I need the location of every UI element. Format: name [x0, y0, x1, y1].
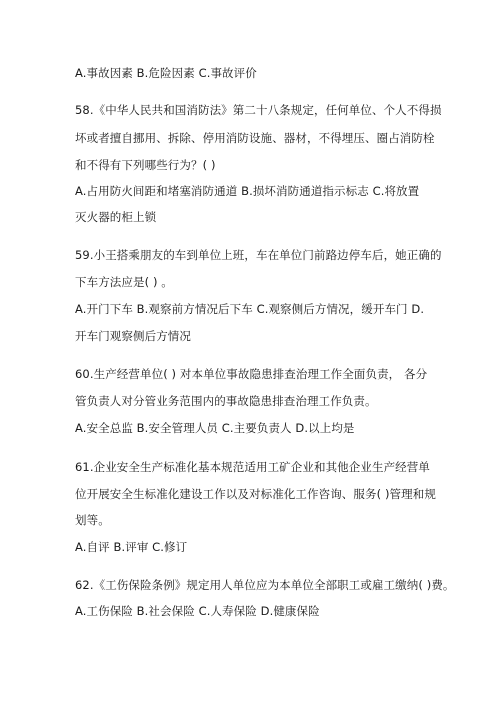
- q61-options: A.自评 B.评审 C.修订: [75, 540, 188, 554]
- q57-options: A.事故因素 B.危险因素 C.事故评价: [75, 66, 257, 80]
- q59-text-line-2: 下车方法应是( ) 。: [75, 275, 173, 289]
- q61-text-line-1: 61.企业安全生产标准化基本规范适用工矿企业和其他企业生产经营单: [75, 460, 430, 474]
- q60-text-line-1: 60.生产经营单位( ) 对本单位事故隐患排查治理工作全面负责， 各分: [75, 367, 428, 381]
- q62-options: A.工伤保险 B.社会保险 C.人寿保险 D.健康保险: [75, 604, 320, 618]
- q59-text-line-1: 59.小王搭乘朋友的车到单位上班，车在单位门前路边停车后，她正确的: [75, 248, 442, 262]
- q61-text-line-3: 划等。: [75, 513, 110, 527]
- q58-options-line-2: 灭火器的柜上锁: [75, 210, 157, 224]
- q58-text-line-3: 和不得有下列哪些行为？( ): [75, 158, 216, 172]
- q61-text-line-2: 位开展安全生标准化建设工作以及对标准化工作咨询、服务( )管理和规: [75, 487, 436, 501]
- q58-options-line-1: A.占用防火间距和堵塞消防通道 B.损坏消防通道指示标志 C.将放置: [75, 184, 420, 198]
- q59-options-line-1: A.开门下车 B.观察前方情况后下车 C.观察侧后方情况，缓开车门 D.: [75, 302, 425, 316]
- q60-text-line-2: 管负责人对分管业务范围内的事故隐患排查治理工作负责。: [75, 394, 377, 408]
- q62-text-line-1: 62.《工伤保险条例》规定用人单位应为本单位全部职工或雇工缴纳( )费。: [75, 578, 455, 592]
- q59-options-line-2: 开车门观察侧后方情况: [75, 329, 191, 343]
- q58-text-line-1: 58.《中华人民共和国消防法》第二十八条规定，任何单位、个人不得损: [75, 103, 442, 117]
- q60-options: A.安全总监 B.安全管理人员 C.主要负责人 D.以上均是: [75, 421, 355, 435]
- q58-text-line-2: 坏或者擅自挪用、拆除、停用消防设施、器材，不得埋压、圈占消防栓: [75, 131, 435, 145]
